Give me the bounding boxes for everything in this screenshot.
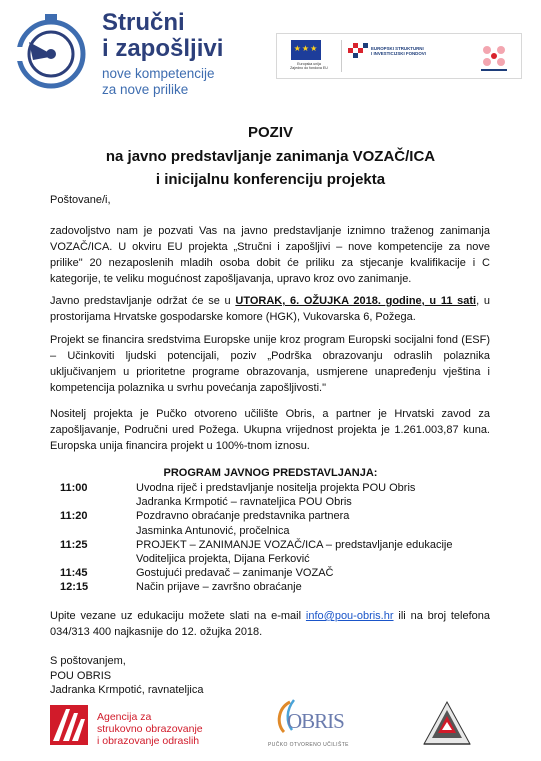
agency-name xyxy=(97,712,203,747)
contact-prefix: Upite vezane uz edukaciju možete slati na e-mail xyxy=(50,610,306,622)
brand-line-4: za nove prilike xyxy=(102,82,189,97)
program-time: 12:15 xyxy=(60,581,89,594)
program-row xyxy=(50,553,490,567)
agency-line-2: strukovno obrazovanje xyxy=(97,722,203,735)
paragraph-intro: zadovoljstvo nam je pozvati Vas na javno predstavljanje iznimno traženog zanimanja VOZAČ/ICA. U okviru EU projekta „Stručni i zapošljivi – nove kompetencije za nove prilike" 20 nezaposlenih mladih osoba dobit će priliku za stjecanje kvalifikacije i C kategorije, te veliku mogućnost zapošljavanja, upravo kroz ovo zanimanje. xyxy=(50,225,490,285)
program-item: Uvodna riječ i predstavljanje nositelja projekta POU Obris xyxy=(136,482,416,494)
program-row xyxy=(50,539,490,553)
eu-caption: Europska unija Zajedno do fondova EU xyxy=(290,62,328,71)
program-row xyxy=(50,510,490,524)
program-time: 11:45 xyxy=(60,567,88,580)
program-row xyxy=(50,482,490,496)
program-title: PROGRAM JAVNOG PREDSTAVLJANJA: xyxy=(163,467,378,479)
esif-label: EUROPSKI STRUKTURNI I INVESTICIJSKI FONDOVI xyxy=(371,46,426,57)
event-suffix: , u prostorijama Hrvatske gospodarske komore (HGK), Vukovarska 6, Požega. xyxy=(50,295,491,323)
agency-line-3: i obrazovanje odraslih xyxy=(97,734,200,747)
email-link[interactable]: info@pou-obris.hr xyxy=(305,610,394,622)
croatia-checkerboard-icon xyxy=(348,42,368,60)
program-item: Gostujući predavač – zanimanje VOZAČ xyxy=(136,567,334,580)
page-subtitle-1: na javno predstavljanje zanimanja VOZAČ/ICA xyxy=(105,148,436,165)
program-schedule xyxy=(50,482,490,596)
signature-org: POU OBRIS xyxy=(50,669,112,682)
program-row xyxy=(50,525,490,539)
eu-funding-logos xyxy=(276,33,522,79)
eu-flag-icon: ★★★ xyxy=(291,40,321,60)
program-time: 11:25 xyxy=(60,538,88,551)
program-row xyxy=(50,496,490,510)
hgk-pyramid-logo-icon xyxy=(422,700,472,748)
brand-line-1: Stručni xyxy=(102,9,185,36)
ministry-emblem-icon xyxy=(477,40,511,72)
page-subtitle-2: i inicijalnu konferenciju projekta xyxy=(155,171,386,188)
obris-subtitle: PUČKO OTVORENO UČILIŠTE xyxy=(268,742,349,748)
paragraph-event xyxy=(50,293,490,325)
event-date: UTORAK, 6. OŽUJKA 2018. godine, u 11 sati xyxy=(235,295,477,307)
brand-line-2: i zapošljivi xyxy=(102,35,224,62)
signature-block xyxy=(50,654,203,698)
program-time: 11:00 xyxy=(60,482,88,494)
event-prefix: Javno predstavljanje održat će se u xyxy=(50,295,236,307)
signature-closing: S poštovanjem, xyxy=(50,655,126,667)
divider xyxy=(341,40,342,72)
program-item: Pozdravno obraćanje predstavnika partnera xyxy=(136,510,350,523)
paragraph-partners: Nositelj projekta je Pučko otvoreno učilište Obris, a partner je Hrvatski zavod za zapošljavanje, Područni ured Požega. Ukupna vrijednost projekta je 1.261.003,87 kuna. Europska unija financira projekt u 100%-tnom iznosu. xyxy=(50,408,490,452)
agency-line-1: Agencija za xyxy=(97,711,152,723)
obris-wordmark: OBRIS xyxy=(287,709,344,733)
contact-suffix: ili na broj telefona 034/313 400 najkasnije do 12. ožujka 2018. xyxy=(50,610,491,638)
greeting: Poštovane/i, xyxy=(50,194,111,206)
program-row xyxy=(50,581,490,595)
program-item: Voditeljica projekta, Dijana Ferković xyxy=(136,552,310,565)
signature-name: Jadranka Krmpotić, ravnateljica xyxy=(50,684,204,696)
paragraph-contact xyxy=(50,608,490,640)
program-item: Jadranka Krmpotić – ravnateljica POU Obris xyxy=(136,496,352,509)
program-row xyxy=(50,567,490,581)
program-item: PROJEKT – ZANIMANJE VOZAČ/ICA – predstavljanje edukacije xyxy=(136,538,453,551)
program-item: Način prijave – završno obraćanje xyxy=(136,581,302,594)
program-time: 11:20 xyxy=(60,510,88,523)
program-item: Jasminka Antunović, pročelnica xyxy=(136,524,290,537)
page-title: POZIV xyxy=(247,124,293,141)
project-logo-icon xyxy=(11,12,89,94)
paragraph-funding: Projekt se financira sredstvima Europske unije kroz program Europski socijalni fond (ESF) – Učinkoviti ljudski potencijali, poziv „Podrška obrazovanju odraslih polaznika uključivanjem u prioritetne programe obrazovanja, usmjerene unapređenju vještina i kompetencija polaznika u svrhu povećanja zapošljivosti." xyxy=(50,334,490,394)
brand-title xyxy=(102,10,223,98)
brand-line-3: nove kompetencije xyxy=(102,66,215,81)
